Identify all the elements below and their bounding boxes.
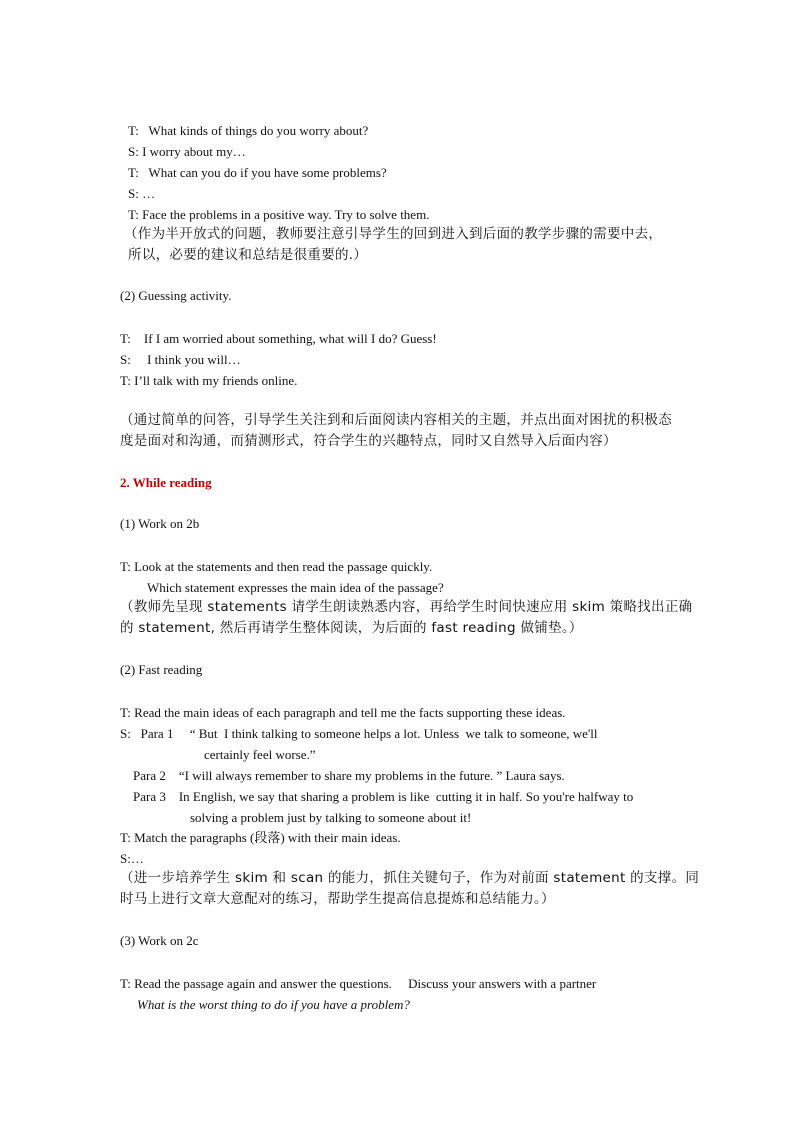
dialogue-line: Para 2 “I will always remember to share my problems in the future. ” Laura says.: [133, 768, 565, 783]
dialogue-line: S: I worry about my…: [128, 144, 246, 159]
teaching-note: 时马上进行文章大意配对的练习，帮助学生提高信息提炼和总结能力。）: [120, 891, 555, 907]
subsection-title: (2) Fast reading: [120, 662, 203, 677]
subsection-title: (2) Guessing activity.: [120, 288, 232, 303]
subsection-title: (3) Work on 2c: [120, 933, 199, 948]
dialogue-line: S: Para 1 “ But I think talking to someone helps a lot. Unless we talk to someone, we'll: [120, 726, 598, 741]
teaching-note: （通过简单的问答，引导学生关注到和后面阅读内容相关的主题，并点出面对困扰的积极态: [120, 412, 672, 428]
dialogue-line: T: What kinds of things do you worry about?: [128, 123, 369, 138]
teaching-note: 所以，必要的建议和总结是很重要的.）: [128, 247, 368, 263]
dialogue-line: S: I think you will…: [120, 352, 241, 367]
teaching-note: 度是面对和沟通，而猜测形式，符合学生的兴趣特点，同时又自然导入后面内容）: [120, 433, 617, 449]
subsection-title: (1) Work on 2b: [120, 516, 200, 531]
dialogue-line: T: Look at the statements and then read the passage quickly.: [120, 559, 433, 574]
dialogue-line: Para 3 In English, we say that sharing a problem is like cutting it in half. So you're halfway to: [133, 789, 634, 804]
dialogue-line: Which statement expresses the main idea of the passage?: [147, 580, 444, 595]
dialogue-line: T: Match the paragraphs (段落) with their main ideas.: [120, 830, 401, 845]
dialogue-line: solving a problem just by talking to someone about it!: [190, 810, 472, 825]
question-line: What is the worst thing to do if you have a problem?: [137, 997, 410, 1012]
dialogue-line: T: Read the passage again and answer the questions. Discuss your answers with a partner: [120, 976, 597, 991]
dialogue-line: S: …: [128, 186, 156, 201]
teaching-note: 的 statement, 然后再请学生整体阅读，为后面的 fast reading 做铺垫。）: [120, 620, 583, 636]
dialogue-line: certainly feel worse.”: [204, 747, 316, 762]
dialogue-line: T: Read the main ideas of each paragraph and tell me the facts supporting these ideas.: [120, 705, 566, 720]
dialogue-line: T: If I am worried about something, what will I do? Guess!: [120, 331, 437, 346]
section-heading: 2. While reading: [120, 475, 212, 490]
dialogue-line: S:…: [120, 851, 144, 866]
teaching-note: （进一步培养学生 skim 和 scan 的能力，抓住关键句子，作为对前面 statement 的支撑。同: [120, 870, 700, 886]
teaching-note: （教师先呈现 statements 请学生朗读熟悉内容，再给学生时间快速应用 skim 策略找出正确: [120, 599, 693, 615]
dialogue-line: T: What can you do if you have some problems?: [128, 165, 387, 180]
dialogue-line: T: Face the problems in a positive way. Try to solve them.: [128, 207, 430, 222]
teaching-note: （作为半开放式的问题，教师要注意引导学生的回到进入到后面的教学步骤的需要中去，: [124, 226, 663, 242]
dialogue-line: T: I’ll talk with my friends online.: [120, 373, 298, 388]
